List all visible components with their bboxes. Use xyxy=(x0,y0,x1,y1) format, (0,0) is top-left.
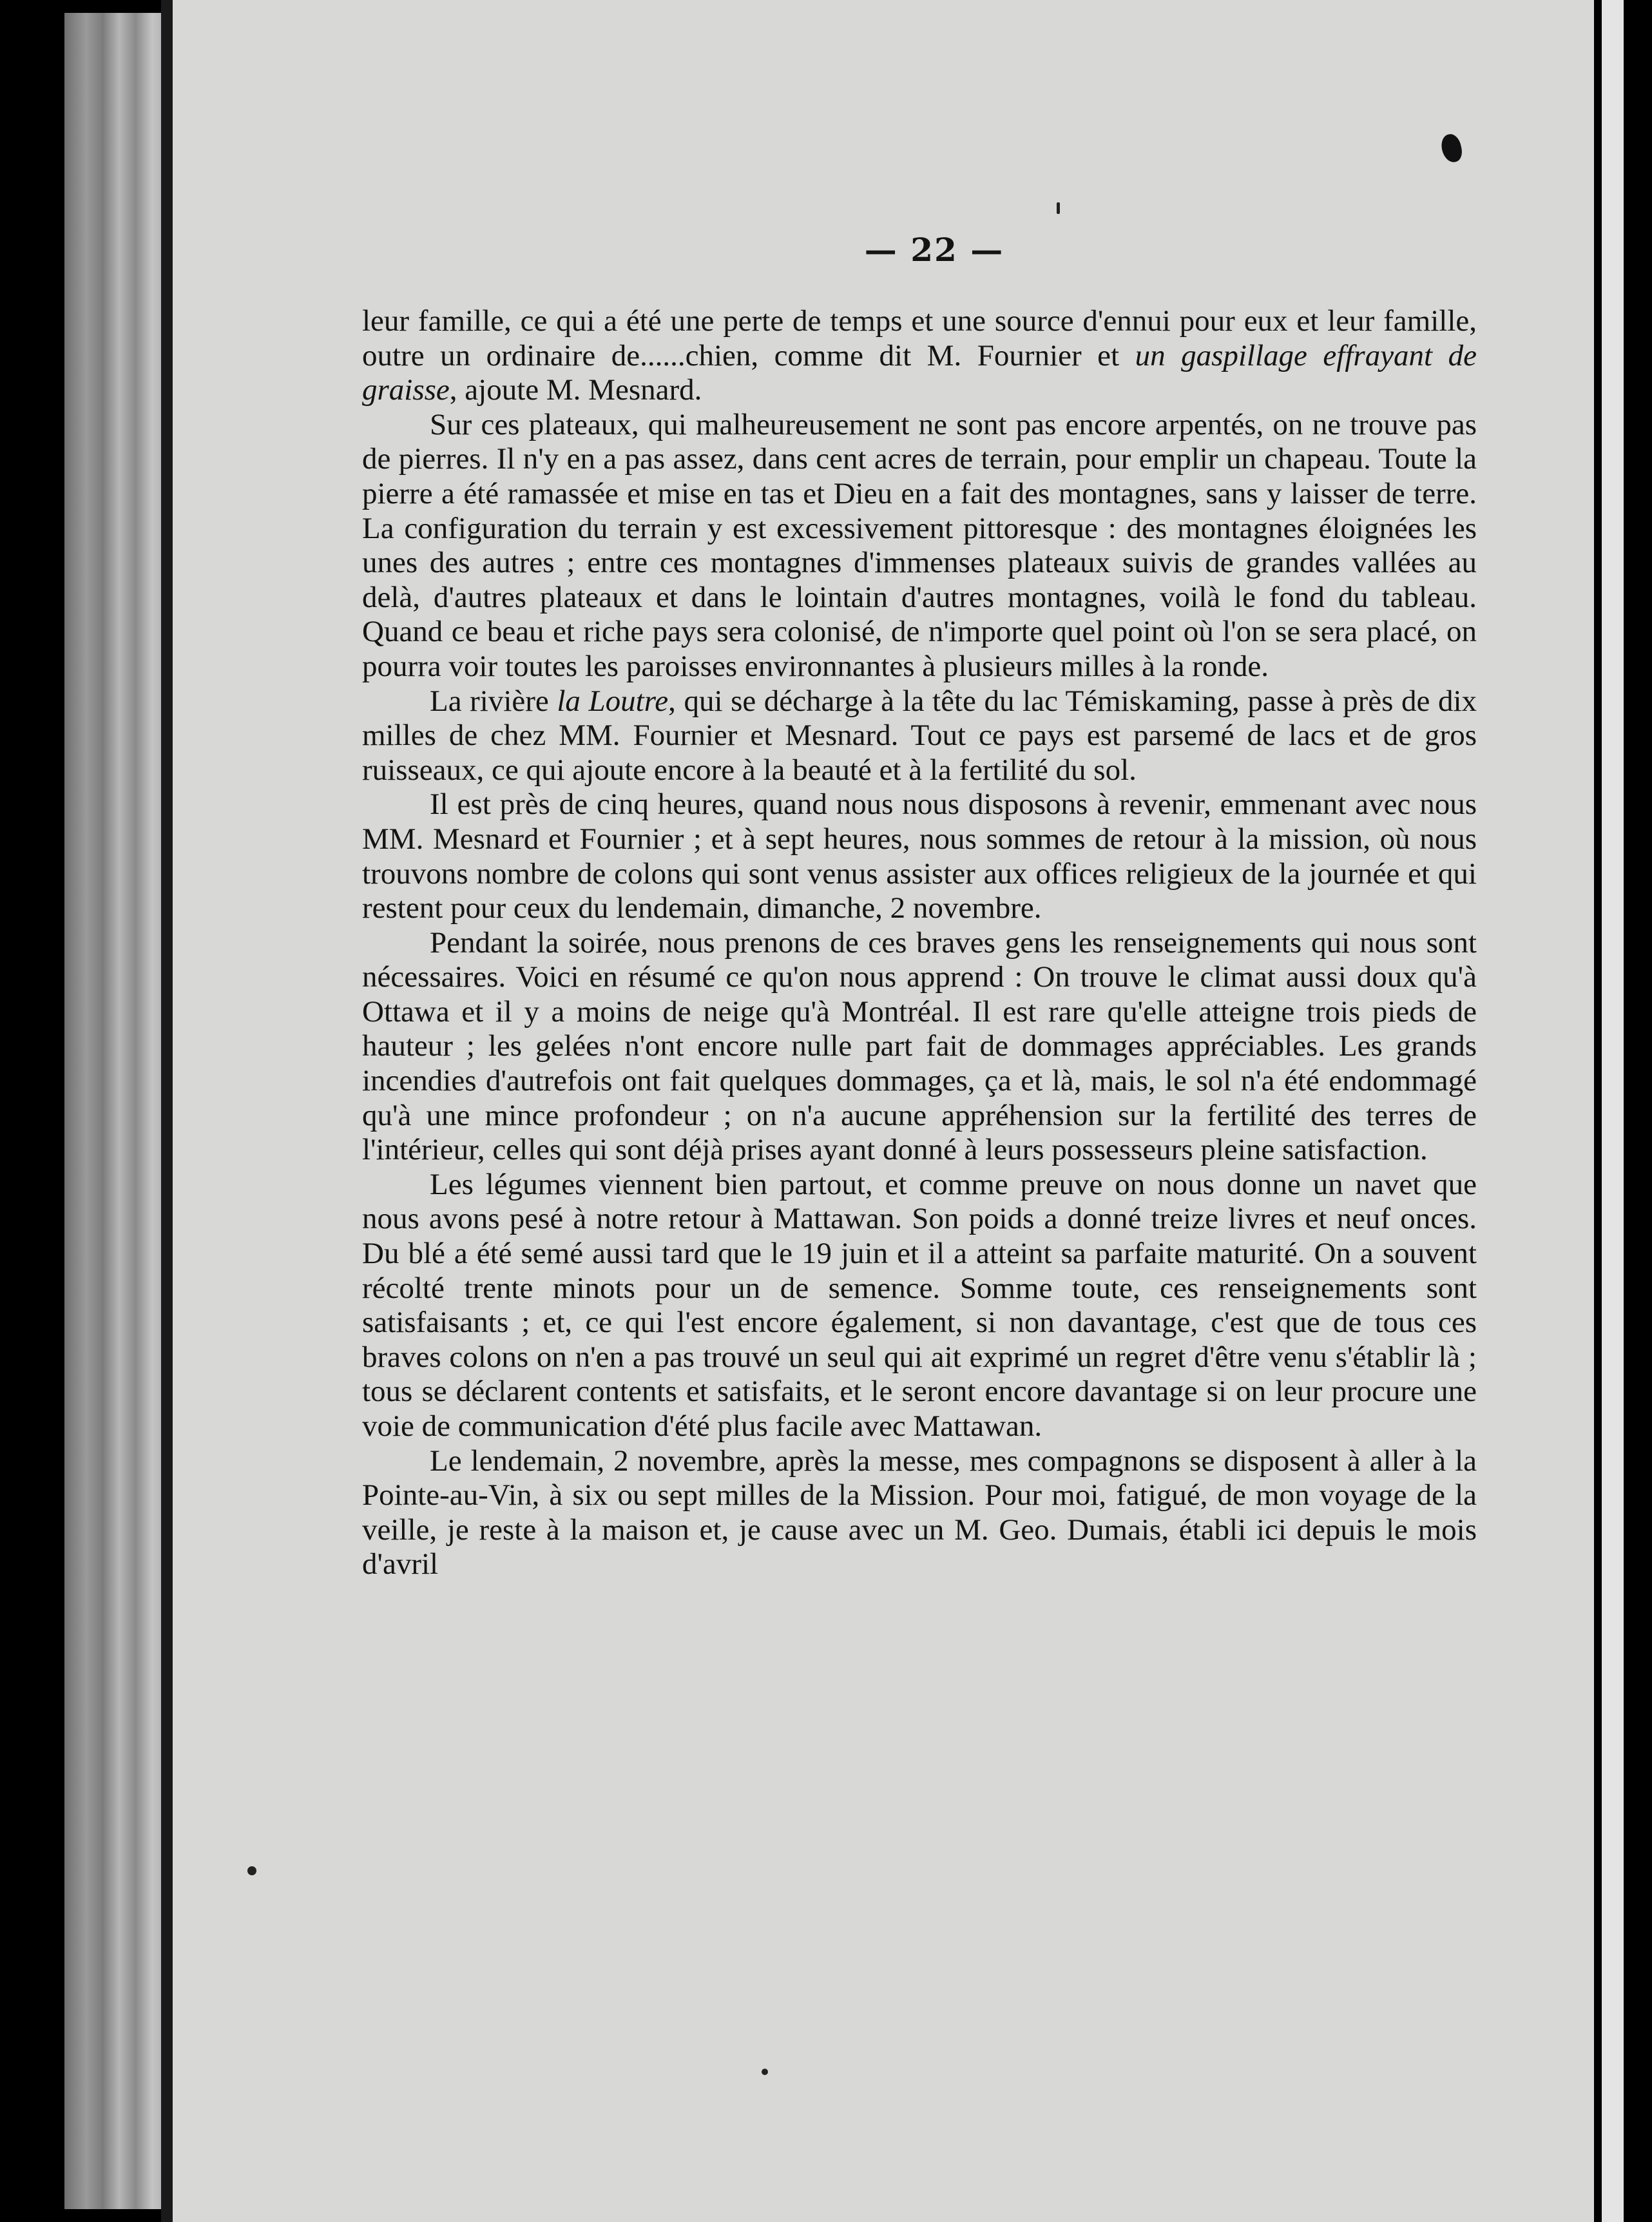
paragraph xyxy=(362,684,1477,788)
body-text xyxy=(362,304,1477,1582)
text-run: , qui se décharge à la tête du lac Témiskaming, passe à près de dix milles de chez MM. Fournier et Mesnard. Tout ce pays est parsemé de lacs et de gros ruisseaux, ce qui ajoute encore à la beauté et à la fertilité du sol. xyxy=(362,684,1477,787)
ink-speck xyxy=(1057,202,1060,214)
paragraph: Il est près de cinq heures, quand nous nous disposons à revenir, emmenant avec nous MM. Mesnard et Fournier ; et à sept heures, nous sommes de retour à la mission, où nous trouvons nombre de colons qui sont venus assister aux offices religieux de la journée et qui restent pour ceux du lendemain, dimanche, 2 novembre. xyxy=(362,787,1477,925)
paragraph: Le lendemain, 2 novembre, après la messe, mes compagnons se disposent à aller à la Pointe-au-Vin, à six ou sept milles de la Mission. Pour moi, fatigué, de mon voyage de la veille, je reste à la maison et, je cause avec un M. Geo. Dumais, établi ici depuis le mois d'avril xyxy=(362,1444,1477,1581)
book-gutter xyxy=(161,0,174,2222)
book-page-edges xyxy=(64,13,174,2209)
text-run: , ajoute M. Mesnard. xyxy=(449,373,702,407)
page-number: — 22 — xyxy=(864,231,1004,269)
paragraph: Les légumes viennent bien partout, et comme preuve on nous donne un navet que nous avons pesé à notre retour à Mattawan. Son poids a donné treize livres et neuf onces. Du blé a été semé aussi tard que le 19 juin et il a atteint sa parfaite maturité. On a souvent récolté trente minots pour un de semence. Somme toute, ces renseignements sont satisfaisants ; et, ce qui l'est encore également, si non davantage, c'est que de tous ces braves colons on n'en a pas trouvé un seul qui ait exprimé un regret d'être venu s'établir là ; tous se déclarent contents et satisfaits, et le seront encore davantage si on leur procure une voie de communication d'été plus facile avec Mattawan. xyxy=(362,1167,1477,1443)
italic-text-run: un gaspillage effrayant de graisse xyxy=(362,338,1477,407)
ink-speck xyxy=(762,2069,768,2075)
text-run: leur famille, ce qui a été une perte de temps et une source d'ennui pour eux et leur famille, outre un ordinaire de......chien, comme dit M. Fournier et xyxy=(362,304,1477,372)
paragraph: Pendant la soirée, nous prenons de ces braves gens les renseignements qui nous sont nécessaires. Voici en résumé ce qu'on nous apprend : On trouve le climat aussi doux qu'à Ottawa et il y a moins de neige qu'à Montréal. Il est rare qu'elle atteigne trois pieds de hauteur ; les gelées n'ont encore nulle part fait de dommages appréciables. Les grands incendies d'autrefois ont fait quelques dommages, ça et là, mais, le sol n'a été endommagé qu'à une mince profondeur ; on n'a aucune appréhension sur la fertilité des terres de l'intérieur, celles qui sont déjà prises ayant donné à leurs possesseurs pleine satisfaction. xyxy=(362,925,1477,1167)
ink-speck xyxy=(247,1866,256,1875)
scan-right-margin xyxy=(1602,0,1624,2222)
paragraph: Sur ces plateaux, qui malheureusement ne sont pas encore arpentés, on ne trouve pas de pierres. Il n'y en a pas assez, dans cent acres de terrain, pour emplir un chapeau. Toute la pierre a été ramassée et mise en tas et Dieu en a fait des montagnes, sans y laisser de terre. La configuration du terrain y est excessivement pittoresque : des montagnes éloignées les unes des autres ; entre ces montagnes d'immenses plateaux suivis de grandes vallées au delà, d'autres plateaux et dans le lointain d'autres montagnes, voilà le fond du tableau. Quand ce beau et riche pays sera colonisé, de n'importe quel point où l'on se sera placé, on pourra voir toutes les paroisses environnantes à plusieurs milles à la ronde. xyxy=(362,407,1477,683)
paragraph xyxy=(362,304,1477,408)
text-run: La rivière xyxy=(430,684,557,718)
italic-text-run: la Loutre xyxy=(557,684,669,718)
